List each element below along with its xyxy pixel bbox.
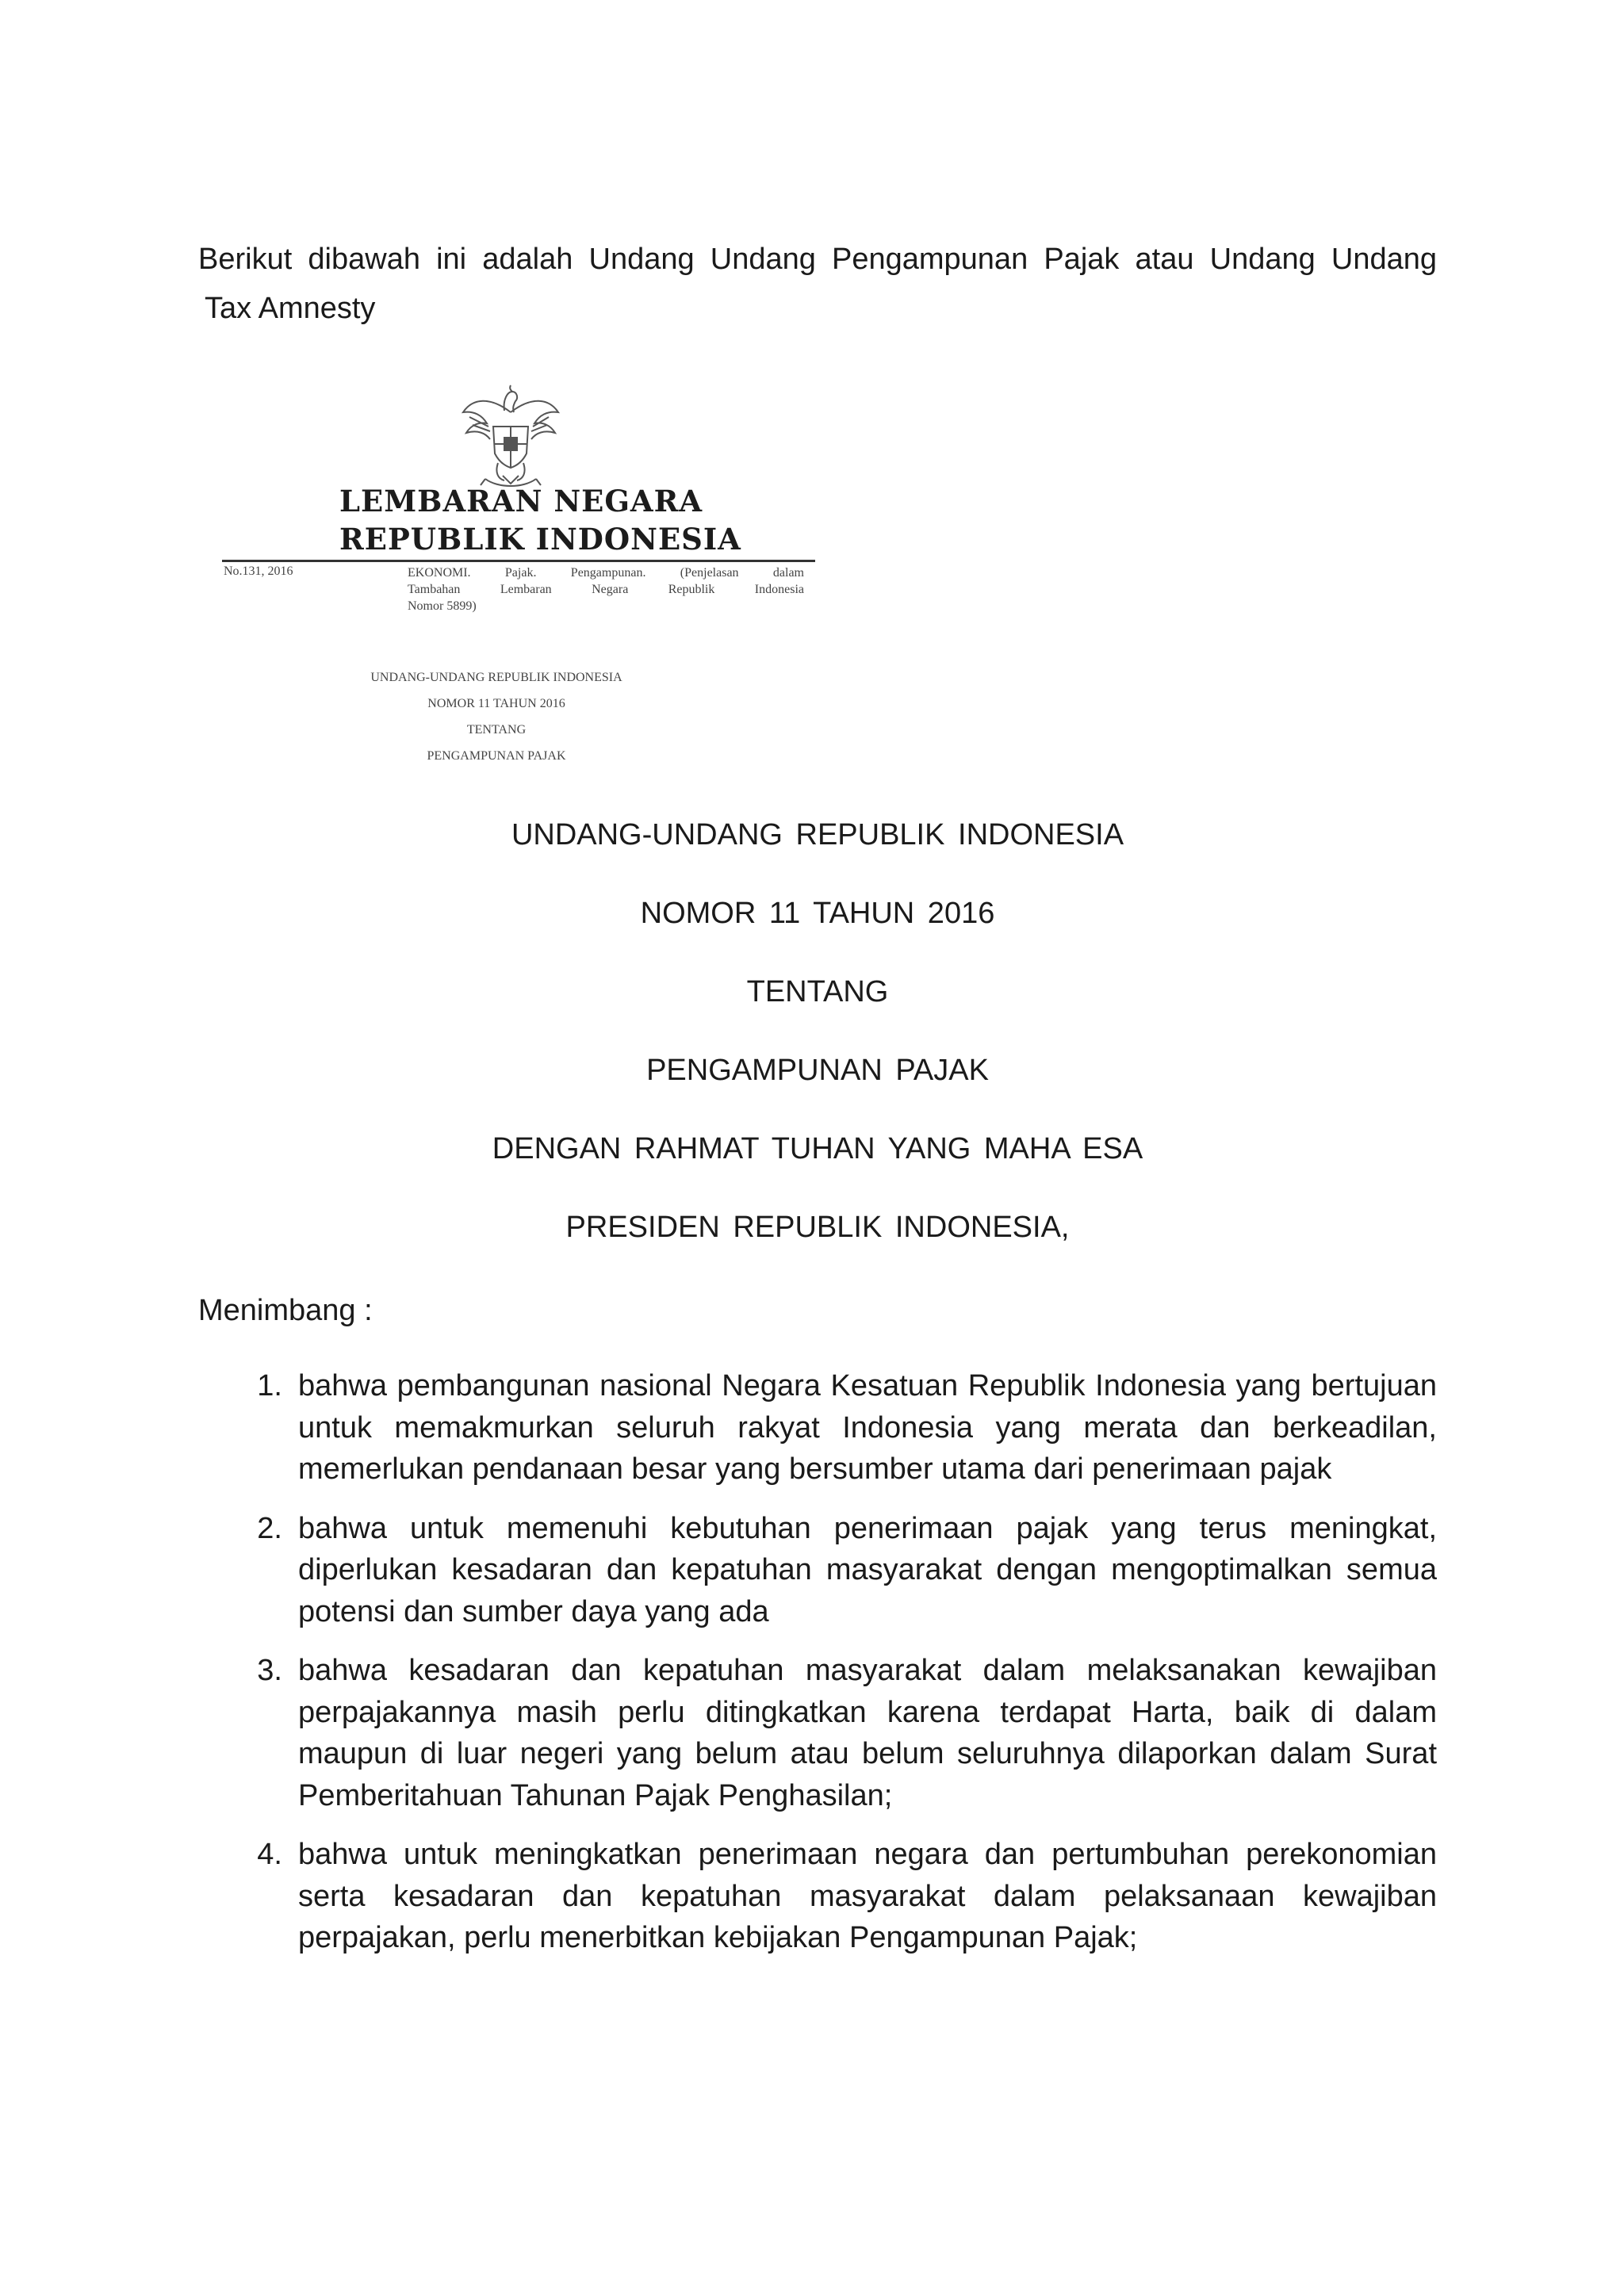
heading-line: TENTANG (746, 975, 889, 1008)
lembaran-title-line-2: REPUBLIK INDONESIA (339, 522, 741, 557)
list-item-text: bahwa untuk memenuhi kebutuhan penerimaan pajak yang terus meningkat, diperlukan kesadaran dan kepatuhan masyarakat dengan mengoptimalkan semua potensi dan sumber daya yang ada (298, 1511, 1437, 1628)
heading-line: DENGAN RAHMAT TUHAN YANG MAHA ESA (492, 1132, 1143, 1165)
scan-law-title (330, 664, 663, 769)
lembaran-description-line-2: Tambahan Lembaran Negara Republik Indonesia (408, 583, 804, 596)
intro-line-1: Berikut dibawah ini adalah Undang Undang Pengampunan Pajak atau Undang Undang (198, 243, 1437, 276)
list-item (238, 1834, 1437, 1959)
law-heading (198, 815, 1437, 1247)
lembaran-negara-title (339, 482, 741, 558)
list-item-number: 4. (257, 1838, 282, 1871)
lembaran-negara-scan (213, 373, 823, 769)
list-item (238, 1365, 1437, 1490)
lembaran-description-line-3: Nomor 5899) (408, 599, 477, 613)
lembaran-description-line-1: EKONOMI. Pajak. Pengampunan. (Penjelasan dalam (408, 566, 804, 580)
garuda-emblem-icon (458, 381, 563, 492)
divider (222, 560, 815, 562)
list-item-text: bahwa kesadaran dan kepatuhan masyarakat dalam melaksanakan kewajiban perpajakannya masih perlu ditingkatkan karena terdapat Harta, baik di dalam maupun di luar negeri yang belum atau belum seluruhnya dilaporkan dalam Surat Pemberitahuan Tahunan Pajak Penghasilan; (298, 1654, 1437, 1812)
heading-line: PRESIDEN REPUBLIK INDONESIA, (565, 1211, 1070, 1244)
heading-line: UNDANG-UNDANG REPUBLIK INDONESIA (511, 818, 1124, 851)
heading-line: NOMOR 11 TAHUN 2016 (640, 897, 995, 930)
lembaran-description (408, 564, 804, 614)
heading-line: PENGAMPUNAN PAJAK (646, 1054, 989, 1087)
list-item-number: 1. (257, 1369, 282, 1402)
list-item (238, 1650, 1437, 1816)
scan-line: PENGAMPUNAN PAJAK (427, 749, 566, 763)
list-item (238, 1508, 1437, 1633)
intro-paragraph (198, 235, 1437, 333)
list-item-text: bahwa untuk meningkatkan penerimaan negara dan pertumbuhan perekonomian serta kesadaran dan kepatuhan masyarakat dalam pelaksanaan kewajiban perpajakan, perlu menerbitkan kebijakan Pengampunan Pajak; (298, 1838, 1437, 1954)
list-item-number: 2. (257, 1511, 282, 1545)
lembaran-title-line-1: LEMBARAN NEGARA (339, 484, 703, 519)
intro-line-2: Tax Amnesty (205, 292, 376, 325)
considerations-list (238, 1365, 1437, 1976)
list-item-number: 3. (257, 1654, 282, 1687)
lembaran-number: No.131, 2016 (224, 564, 293, 578)
menimbang-label: Menimbang : (198, 1294, 373, 1327)
scan-line: UNDANG-UNDANG REPUBLIK INDONESIA (370, 671, 622, 684)
list-item-text: bahwa pembangunan nasional Negara Kesatuan Republik Indonesia yang bertujuan untuk memakmurkan seluruh rakyat Indonesia yang merata dan berkeadilan, memerlukan pendanaan besar yang bersumber utama dari penerimaan pajak (298, 1369, 1437, 1486)
scan-line: NOMOR 11 TAHUN 2016 (427, 697, 565, 710)
scan-line: TENTANG (466, 723, 527, 737)
